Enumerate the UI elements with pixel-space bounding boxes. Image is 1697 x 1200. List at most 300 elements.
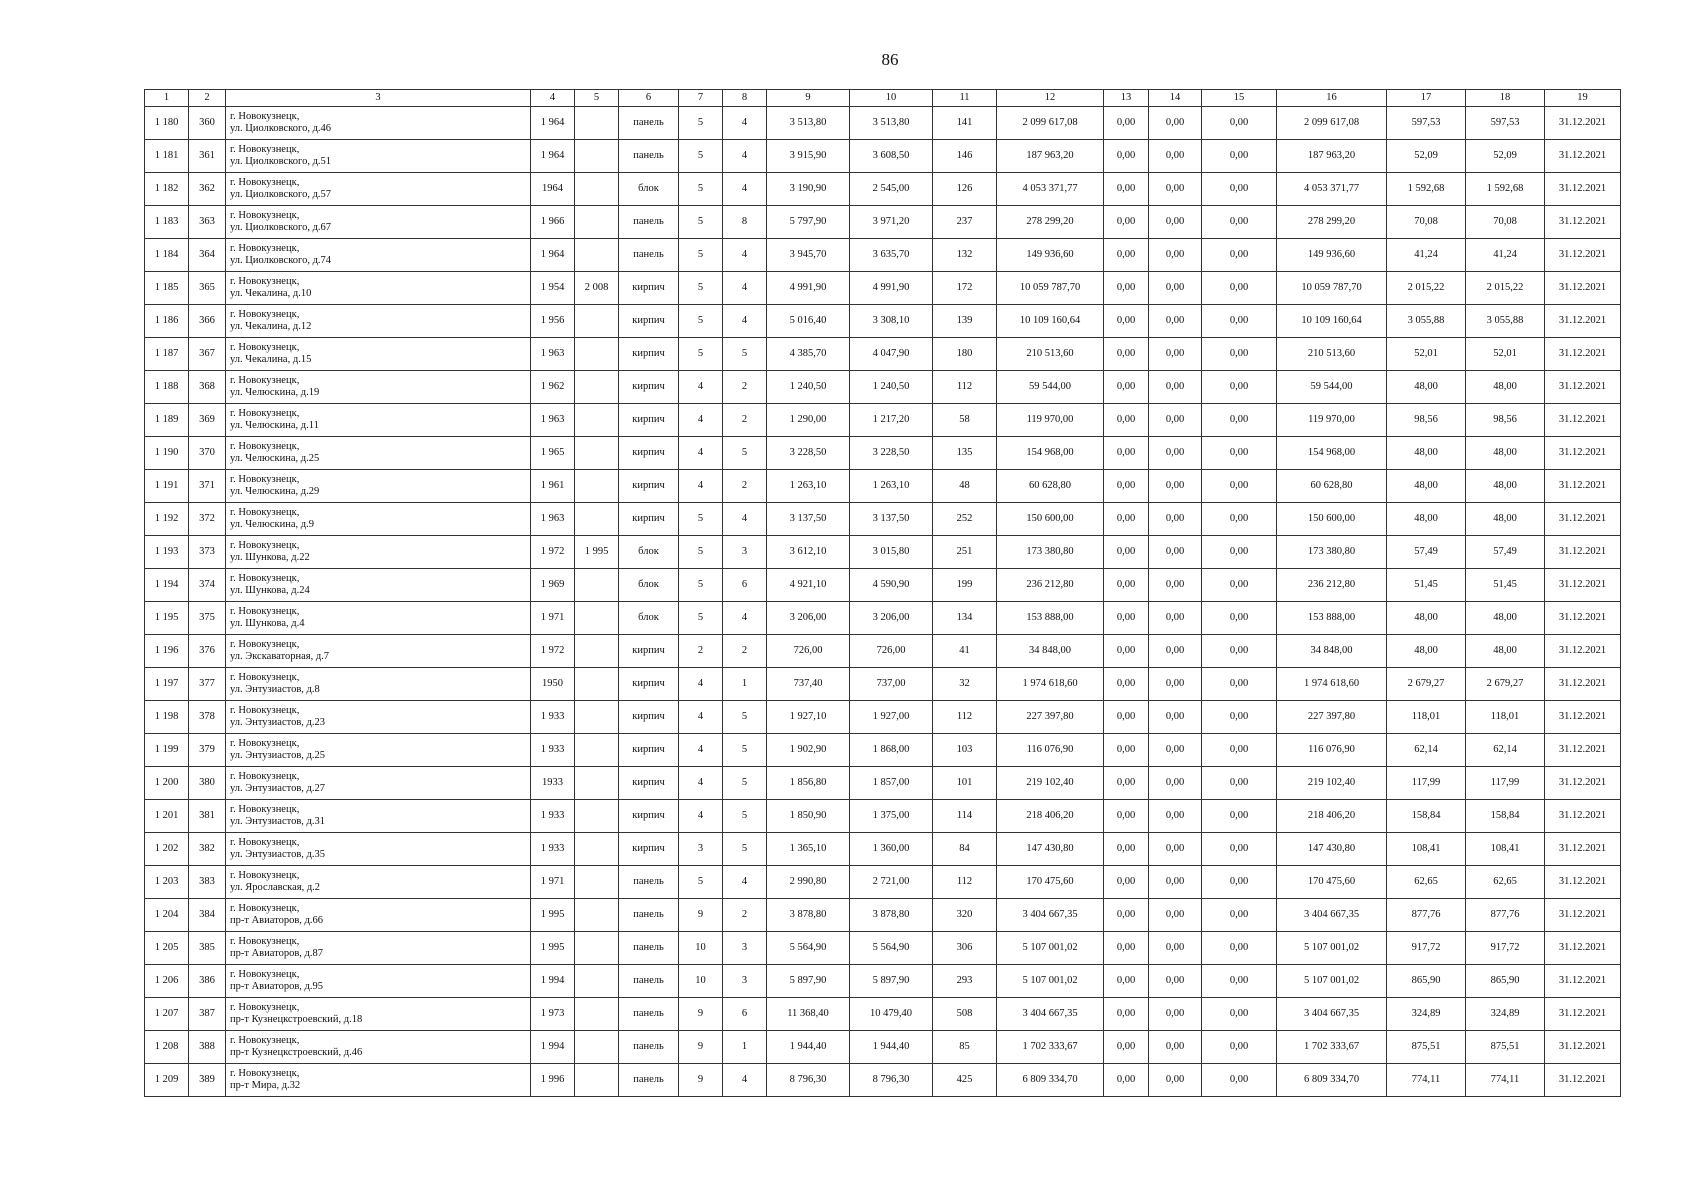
data-cell: 173 380,80 [1277,536,1387,569]
data-cell: 187 963,20 [1277,140,1387,173]
data-cell: 6 [723,998,767,1031]
data-cell: 10 059 787,70 [997,272,1104,305]
address-street: ул. Чекалина, д.15 [230,354,312,365]
data-cell [575,1064,619,1097]
data-cell: 0,00 [1202,734,1277,767]
data-cell: кирпич [619,767,679,800]
data-cell: 48,00 [1466,602,1545,635]
data-cell: 31.12.2021 [1545,866,1621,899]
data-cell: 31.12.2021 [1545,404,1621,437]
column-header: 6 [619,90,679,107]
data-cell: 0,00 [1202,602,1277,635]
data-cell: 726,00 [767,635,850,668]
house-number-cell: 379 [189,734,226,767]
data-cell: 5 [723,701,767,734]
data-cell: 3 206,00 [767,602,850,635]
address-street: ул. Энтузиастов, д.35 [230,849,325,860]
data-cell: 146 [933,140,997,173]
data-cell: 9 [679,899,723,932]
data-cell: 31.12.2021 [1545,503,1621,536]
table-row [145,998,1621,1031]
address-cell [226,701,531,734]
data-cell: 154 968,00 [1277,437,1387,470]
data-cell: 4 [723,305,767,338]
data-cell: 278 299,20 [1277,206,1387,239]
data-cell: 0,00 [1104,932,1149,965]
data-cell: 0,00 [1149,371,1202,404]
data-cell: 0,00 [1104,305,1149,338]
data-cell: 1950 [531,668,575,701]
data-cell: 134 [933,602,997,635]
address-cell [226,635,531,668]
data-cell: 4 [679,767,723,800]
data-cell: 48,00 [1466,503,1545,536]
address-street: ул. Экскаваторная, д.7 [230,651,330,662]
data-cell: 31.12.2021 [1545,899,1621,932]
data-cell: 4 991,90 [767,272,850,305]
data-cell: 0,00 [1149,833,1202,866]
data-cell: 5 [723,833,767,866]
data-cell: 0,00 [1104,1031,1149,1064]
address-city: г. Новокузнецк, [230,1068,300,1079]
data-cell: 84 [933,833,997,866]
data-cell: 875,51 [1387,1031,1466,1064]
data-cell: 62,65 [1387,866,1466,899]
data-cell: 119 970,00 [997,404,1104,437]
data-cell: кирпич [619,701,679,734]
table-row [145,569,1621,602]
data-cell: 4 385,70 [767,338,850,371]
data-cell: 0,00 [1202,767,1277,800]
data-cell: 1 995 [531,932,575,965]
house-number-cell: 389 [189,1064,226,1097]
data-cell: 0,00 [1149,668,1202,701]
data-cell: панель [619,1031,679,1064]
table-row [145,470,1621,503]
data-cell: 0,00 [1202,470,1277,503]
table-row [145,965,1621,998]
data-cell: 1 963 [531,404,575,437]
row-number-cell: 1 181 [145,140,189,173]
address-cell [226,569,531,602]
data-cell: 1 592,68 [1387,173,1466,206]
data-cell: 10 [679,965,723,998]
data-cell: 0,00 [1202,305,1277,338]
data-cell: 0,00 [1202,569,1277,602]
data-cell: 218 406,20 [1277,800,1387,833]
house-number-cell: 376 [189,635,226,668]
data-cell: 31.12.2021 [1545,338,1621,371]
data-cell: 3 608,50 [850,140,933,173]
data-cell: 4 [679,371,723,404]
data-cell: 34 848,00 [1277,635,1387,668]
data-cell: 98,56 [1466,404,1545,437]
data-cell: 59 544,00 [1277,371,1387,404]
data-cell: 62,14 [1466,734,1545,767]
data-cell: 0,00 [1104,569,1149,602]
data-cell: 31.12.2021 [1545,371,1621,404]
data-cell: 0,00 [1149,404,1202,437]
data-cell: 48,00 [1387,371,1466,404]
data-cell: 9 [679,998,723,1031]
data-cell: 5 [679,107,723,140]
data-cell: 0,00 [1104,437,1149,470]
data-cell: 3 404 667,35 [997,998,1104,1031]
row-number-cell: 1 183 [145,206,189,239]
data-cell: 31.12.2021 [1545,239,1621,272]
row-number-cell: 1 209 [145,1064,189,1097]
data-cell: 0,00 [1149,536,1202,569]
data-cell: 252 [933,503,997,536]
data-cell [575,701,619,734]
data-cell: 3 206,00 [850,602,933,635]
address-city: г. Новокузнецк, [230,672,300,683]
data-cell: панель [619,932,679,965]
data-cell: 1 857,00 [850,767,933,800]
data-cell: 4 [679,800,723,833]
data-cell: 10 109 160,64 [997,305,1104,338]
data-cell: 48,00 [1387,635,1466,668]
data-cell: 103 [933,734,997,767]
column-header: 13 [1104,90,1149,107]
data-cell: 0,00 [1202,503,1277,536]
address-cell [226,965,531,998]
data-cell [575,866,619,899]
data-cell [575,833,619,866]
data-cell: 3 137,50 [850,503,933,536]
data-cell [575,932,619,965]
data-cell: 597,53 [1387,107,1466,140]
data-cell: 3 190,90 [767,173,850,206]
row-number-cell: 1 185 [145,272,189,305]
data-cell: 1 995 [531,899,575,932]
data-cell: 0,00 [1202,998,1277,1031]
data-cell: 112 [933,866,997,899]
address-city: г. Новокузнецк, [230,1035,300,1046]
data-cell: панель [619,998,679,1031]
data-cell: панель [619,107,679,140]
house-number-cell: 383 [189,866,226,899]
data-cell: 6 [723,569,767,602]
data-cell: 5 [679,272,723,305]
data-cell: 1 996 [531,1064,575,1097]
data-cell: 0,00 [1149,173,1202,206]
house-number-cell: 380 [189,767,226,800]
data-cell: 5 016,40 [767,305,850,338]
data-cell: 4 [723,1064,767,1097]
row-number-cell: 1 192 [145,503,189,536]
data-cell: 306 [933,932,997,965]
data-cell: 5 [679,173,723,206]
data-cell: 0,00 [1104,767,1149,800]
address-city: г. Новокузнецк, [230,474,300,485]
house-number-cell: 382 [189,833,226,866]
data-cell: 1933 [531,767,575,800]
address-street: ул. Челюскина, д.25 [230,453,320,464]
data-cell: 119 970,00 [1277,404,1387,437]
data-cell: 52,01 [1466,338,1545,371]
data-cell: 0,00 [1202,899,1277,932]
data-cell: 1 966 [531,206,575,239]
table-row [145,668,1621,701]
data-cell: 59 544,00 [997,371,1104,404]
house-number-cell: 360 [189,107,226,140]
data-cell: 2 [723,404,767,437]
data-cell: 1 263,10 [767,470,850,503]
address-cell [226,866,531,899]
data-cell: 865,90 [1466,965,1545,998]
data-cell: 5 564,90 [767,932,850,965]
address-cell [226,800,531,833]
data-cell: 1 944,40 [767,1031,850,1064]
data-cell: 219 102,40 [1277,767,1387,800]
data-cell: 597,53 [1466,107,1545,140]
data-cell: панель [619,899,679,932]
table-row [145,734,1621,767]
data-cell: 1 592,68 [1466,173,1545,206]
data-cell: 158,84 [1387,800,1466,833]
data-cell: 5 [679,866,723,899]
data-cell: 877,76 [1387,899,1466,932]
data-cell: 1 962 [531,371,575,404]
data-cell: 0,00 [1104,1064,1149,1097]
table-body [145,107,1621,1097]
data-cell: 5 897,90 [850,965,933,998]
table-row [145,173,1621,206]
table-row [145,140,1621,173]
data-cell [575,206,619,239]
data-cell: 0,00 [1149,239,1202,272]
data-cell: панель [619,866,679,899]
data-cell: 52,09 [1466,140,1545,173]
data-cell: 1964 [531,173,575,206]
data-cell: 508 [933,998,997,1031]
address-cell [226,338,531,371]
address-street: ул. Чекалина, д.10 [230,288,312,299]
data-cell: 737,00 [850,668,933,701]
data-cell: 141 [933,107,997,140]
data-cell: 0,00 [1104,965,1149,998]
house-number-cell: 365 [189,272,226,305]
data-cell: кирпич [619,404,679,437]
data-cell: 31.12.2021 [1545,437,1621,470]
data-cell: 31.12.2021 [1545,800,1621,833]
data-cell: 150 600,00 [1277,503,1387,536]
address-street: ул. Энтузиастов, д.27 [230,783,325,794]
row-number-cell: 1 206 [145,965,189,998]
data-cell: 32 [933,668,997,701]
column-header: 17 [1387,90,1466,107]
data-cell: 0,00 [1149,569,1202,602]
data-cell: 149 936,60 [1277,239,1387,272]
data-cell: 51,45 [1466,569,1545,602]
data-cell: 1 702 333,67 [1277,1031,1387,1064]
data-cell [575,1031,619,1064]
data-cell: 236 212,80 [1277,569,1387,602]
data-cell: 70,08 [1387,206,1466,239]
data-cell: 0,00 [1202,107,1277,140]
data-cell [575,899,619,932]
data-cell: 31.12.2021 [1545,272,1621,305]
data-cell: 132 [933,239,997,272]
row-number-cell: 1 191 [145,470,189,503]
data-cell: 9 [679,1031,723,1064]
address-cell [226,206,531,239]
data-cell: 154 968,00 [997,437,1104,470]
address-city: г. Новокузнецк, [230,837,300,848]
data-cell: 139 [933,305,997,338]
data-cell: 0,00 [1202,437,1277,470]
table-row [145,899,1621,932]
data-cell: 62,65 [1466,866,1545,899]
data-cell: 1 972 [531,635,575,668]
data-cell: 774,11 [1387,1064,1466,1097]
data-cell: 116 076,90 [997,734,1104,767]
data-cell: 48,00 [1466,635,1545,668]
data-cell: 0,00 [1104,338,1149,371]
data-cell [575,503,619,536]
data-cell: 0,00 [1104,701,1149,734]
data-cell: 57,49 [1466,536,1545,569]
data-cell [575,668,619,701]
data-cell: 4 047,90 [850,338,933,371]
data-cell [575,800,619,833]
data-cell: 1 994 [531,1031,575,1064]
data-cell: 1 933 [531,833,575,866]
data-cell: 0,00 [1202,272,1277,305]
data-cell: 1 971 [531,866,575,899]
address-street: ул. Шункова, д.4 [230,618,305,629]
data-cell: 2 [723,899,767,932]
data-cell: 1 972 [531,536,575,569]
address-street: пр-т Мира, д.32 [230,1080,301,1091]
data-cell: 60 628,80 [1277,470,1387,503]
column-header: 9 [767,90,850,107]
data-cell: 3 055,88 [1387,305,1466,338]
data-cell: кирпич [619,668,679,701]
data-cell: 0,00 [1202,1031,1277,1064]
address-street: ул. Циолковского, д.46 [230,123,332,134]
house-number-cell: 377 [189,668,226,701]
data-cell [575,569,619,602]
data-cell: 41,24 [1387,239,1466,272]
data-cell: 0,00 [1149,800,1202,833]
row-number-cell: 1 180 [145,107,189,140]
address-cell [226,767,531,800]
data-cell: 2 015,22 [1387,272,1466,305]
address-city: г. Новокузнецк, [230,144,300,155]
data-cell: 48,00 [1466,470,1545,503]
house-number-cell: 367 [189,338,226,371]
data-cell: 0,00 [1104,635,1149,668]
data-cell: 117,99 [1466,767,1545,800]
row-number-cell: 1 186 [145,305,189,338]
data-cell: 149 936,60 [997,239,1104,272]
table-row [145,503,1621,536]
data-cell: 4 921,10 [767,569,850,602]
data-cell: 210 513,60 [997,338,1104,371]
address-street: ул. Энтузиастов, д.23 [230,717,325,728]
data-cell: панель [619,965,679,998]
data-cell: 1 850,90 [767,800,850,833]
data-cell: 5 107 001,02 [997,965,1104,998]
data-cell: 170 475,60 [1277,866,1387,899]
data-cell: 31.12.2021 [1545,536,1621,569]
data-cell: 5 [679,305,723,338]
data-cell: 118,01 [1387,701,1466,734]
address-city: г. Новокузнецк, [230,408,300,419]
data-cell: кирпич [619,470,679,503]
data-cell: 2 [679,635,723,668]
table-row [145,338,1621,371]
data-cell: 48,00 [1466,437,1545,470]
table-row [145,272,1621,305]
data-cell [575,371,619,404]
data-cell: 5 [723,734,767,767]
data-cell: 5 107 001,02 [1277,965,1387,998]
data-cell: 227 397,80 [1277,701,1387,734]
data-cell: 41 [933,635,997,668]
data-cell: 3 945,70 [767,239,850,272]
data-cell: 1 965 [531,437,575,470]
address-street: ул. Шункова, д.22 [230,552,310,563]
data-cell: 0,00 [1202,206,1277,239]
data-cell: 147 430,80 [1277,833,1387,866]
row-number-cell: 1 188 [145,371,189,404]
table-row [145,932,1621,965]
data-cell: 199 [933,569,997,602]
data-cell: 218 406,20 [997,800,1104,833]
address-cell [226,899,531,932]
house-number-cell: 362 [189,173,226,206]
data-cell: 0,00 [1202,833,1277,866]
house-number-cell: 366 [189,305,226,338]
address-city: г. Новокузнецк, [230,771,300,782]
data-cell: 3 404 667,35 [997,899,1104,932]
data-cell: 2 545,00 [850,173,933,206]
data-cell: 0,00 [1104,272,1149,305]
data-cell: 4 590,90 [850,569,933,602]
page-number: 86 [881,50,899,69]
data-cell: 0,00 [1202,1064,1277,1097]
data-cell: 10 109 160,64 [1277,305,1387,338]
row-number-cell: 1 205 [145,932,189,965]
data-cell: 320 [933,899,997,932]
data-cell: 5 797,90 [767,206,850,239]
row-number-cell: 1 208 [145,1031,189,1064]
data-cell: блок [619,536,679,569]
data-cell: 48,00 [1387,503,1466,536]
address-street: ул. Челюскина, д.11 [230,420,319,431]
data-cell [575,404,619,437]
data-cell: 0,00 [1149,767,1202,800]
data-cell: 180 [933,338,997,371]
address-city: г. Новокузнецк, [230,243,300,254]
data-cell: 0,00 [1104,602,1149,635]
address-city: г. Новокузнецк, [230,870,300,881]
data-cell: 117,99 [1387,767,1466,800]
data-cell: 0,00 [1104,371,1149,404]
data-cell: 0,00 [1104,800,1149,833]
address-street: ул. Челюскина, д.19 [230,387,320,398]
house-number-cell: 361 [189,140,226,173]
data-cell: 4 [679,734,723,767]
data-cell: 3 015,80 [850,536,933,569]
house-number-cell: 374 [189,569,226,602]
data-cell: 0,00 [1104,107,1149,140]
data-cell: 4 [679,404,723,437]
data-cell: 116 076,90 [1277,734,1387,767]
